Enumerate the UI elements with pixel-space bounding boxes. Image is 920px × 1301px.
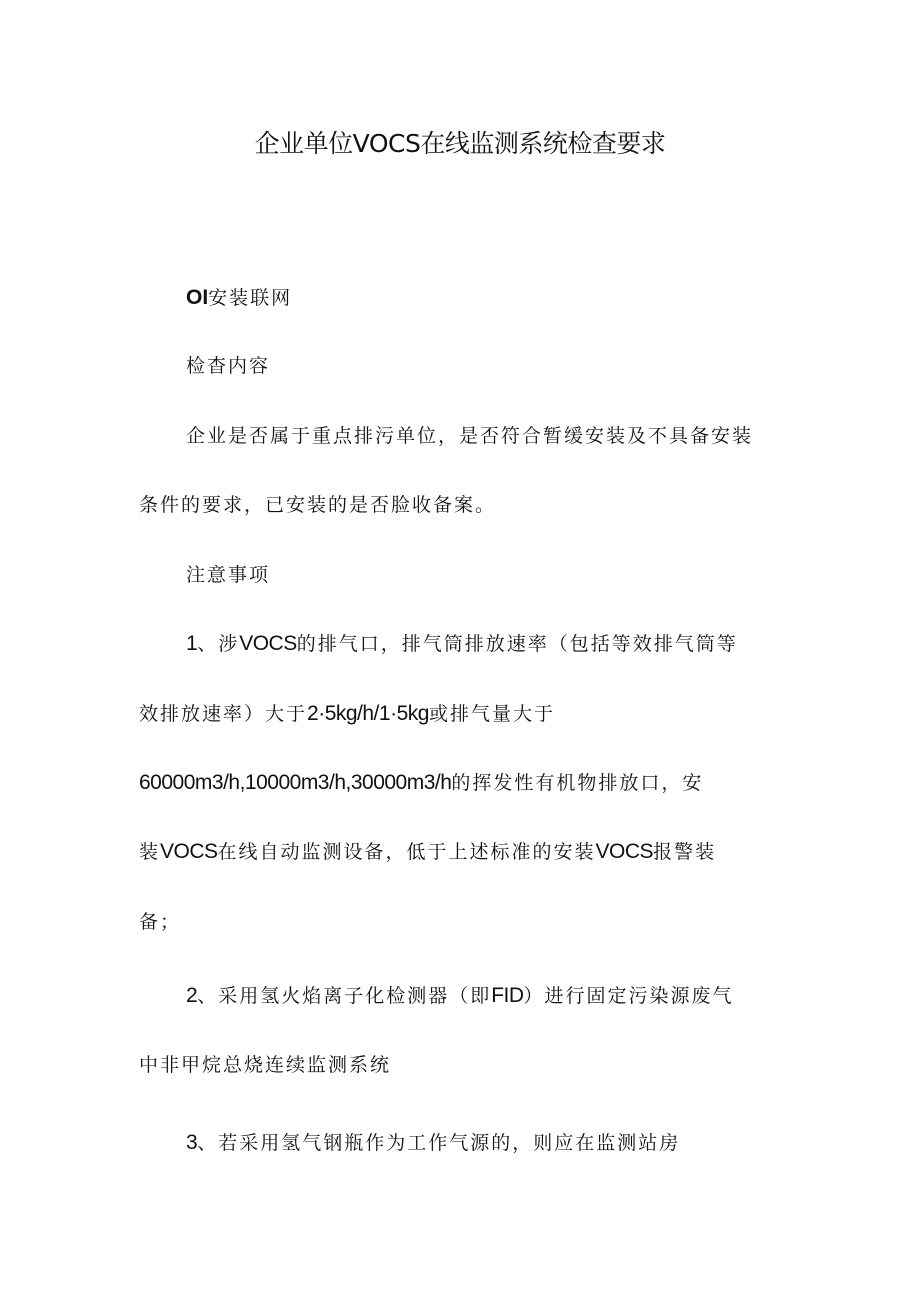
item-1-line-4-c: 在线自动监测设备，低于上述标准的安装 bbox=[217, 841, 596, 863]
item-1-line-4-e: 报警装 bbox=[653, 841, 717, 863]
item-2-line-2: 中非甲烷总烧连续监测系统 bbox=[139, 1054, 392, 1076]
check-content-label: 检杳内容 bbox=[186, 355, 271, 377]
item-2-line-1 bbox=[186, 981, 734, 1011]
section-heading-text: 安装联网 bbox=[208, 287, 293, 309]
item-2-number: 2 bbox=[186, 984, 198, 1007]
item-1-line-4-vocs-1: VOCS bbox=[160, 840, 218, 863]
notes-label: 注意事项 bbox=[186, 564, 271, 586]
item-2-text-a: 、采用氢火焰离子化检测器（即 bbox=[197, 985, 492, 1007]
document-title: 企业单位VOCS在线监测系统检查要求 bbox=[254, 129, 666, 158]
item-1-line-3 bbox=[139, 768, 703, 798]
check-content-line-1: 企业是否属于重点排污单位，是否符合暂缓安装及不具备安装 bbox=[186, 425, 754, 447]
item-2-text-b: ）进行固定污染源废气 bbox=[523, 985, 734, 1007]
check-content-line-2: 条件的要求，已安装的是否脸收备案。 bbox=[139, 494, 497, 516]
item-1-line-4-a: 装 bbox=[139, 841, 161, 863]
item-1-text-b: 的排气口，排气筒排放速率（包括等效排气筒等 bbox=[296, 633, 738, 655]
item-1-line-2-c: 或排气量大于 bbox=[428, 703, 555, 725]
item-1-line-1 bbox=[186, 629, 738, 659]
item-3-number: 3 bbox=[186, 1131, 198, 1154]
item-1-vocs: VOCS bbox=[239, 632, 297, 655]
item-1-line-2 bbox=[139, 699, 555, 729]
item-3-text: 、若采用氢气钢瓶作为工作气源的，则应在监测站房 bbox=[197, 1132, 681, 1154]
section-number: OI bbox=[186, 286, 209, 309]
item-1-text-a: 、涉 bbox=[197, 633, 240, 655]
item-1-number: 1 bbox=[186, 632, 198, 655]
item-1-line-5: 备； bbox=[139, 911, 182, 933]
item-1-rate: 2·5kg/h/1·5kg bbox=[307, 702, 429, 725]
item-1-line-4 bbox=[139, 837, 716, 867]
item-1-line-4-vocs-2: VOCS bbox=[595, 840, 654, 863]
item-1-line-2-a: 效排放速率）大于 bbox=[139, 703, 308, 725]
item-2-fid: FID bbox=[491, 984, 524, 1007]
item-1-volumes: 60000m3/h,10000m3/h,30000m3/h bbox=[139, 771, 452, 794]
section-heading bbox=[186, 283, 292, 313]
item-1-line-3-b: 的挥发性有机物排放口，安 bbox=[451, 772, 704, 794]
item-3-line-1 bbox=[186, 1128, 680, 1158]
